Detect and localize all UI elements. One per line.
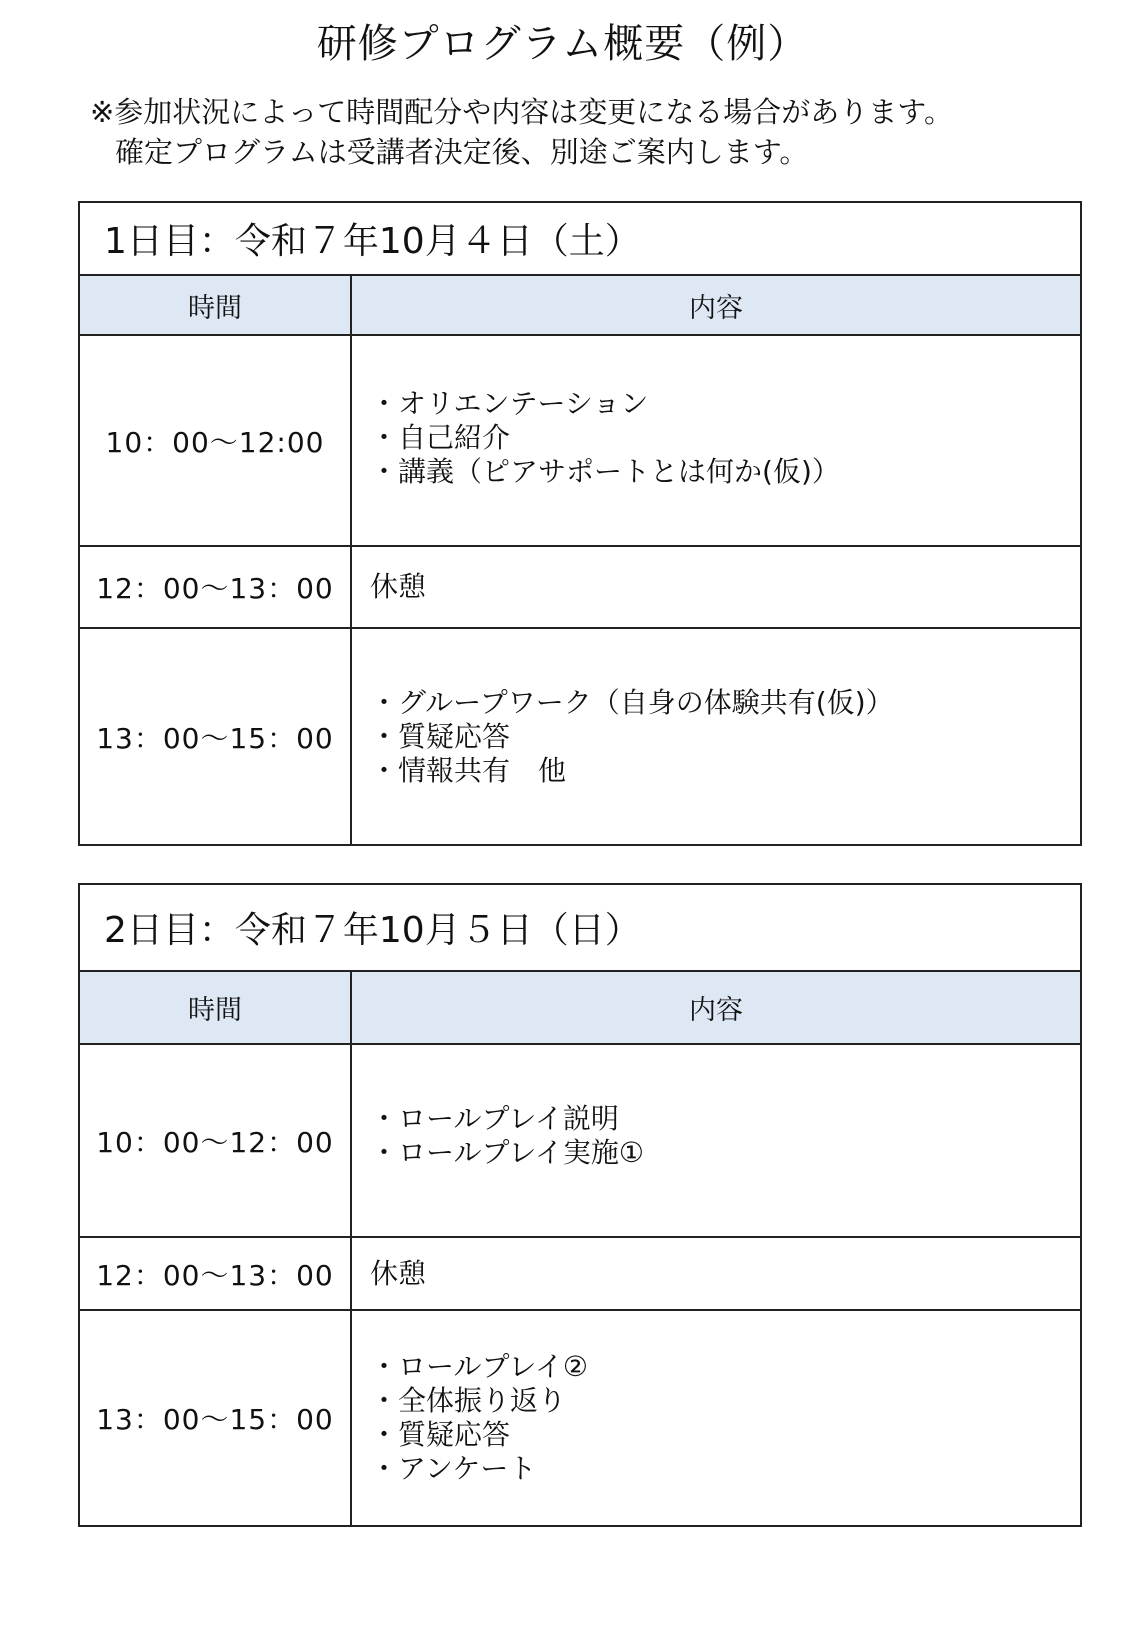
- list-item: ・ 講義（ピアサポートとは何か(仮)）: [370, 455, 1080, 489]
- day2-heading: 2日目：令和７年10月５日（日）: [79, 884, 1081, 971]
- list-item: ・ アンケート: [370, 1452, 1080, 1486]
- list-item: ・ 情報共有 他: [370, 754, 1080, 788]
- list-item: ・ 全体振り返り: [370, 1384, 1080, 1418]
- day2-col-content-header: 内容: [351, 971, 1081, 1044]
- content-cell: [351, 628, 1081, 845]
- day2-col-time-header: 時間: [79, 971, 351, 1044]
- table-row: [79, 546, 1081, 628]
- content-cell: [351, 1310, 1081, 1526]
- day2-schedule-table: [78, 883, 1082, 1527]
- list-item: ・ グループワーク（自身の体験共有(仮)）: [370, 686, 1080, 720]
- time-cell: 12：00～13：00: [79, 546, 351, 628]
- list-item: ・ ロールプレイ実施①: [370, 1136, 1080, 1170]
- content-cell: [351, 335, 1081, 546]
- time-cell: 13：00～15：00: [79, 1310, 351, 1526]
- note-line-1: ※参加状況によって時間配分や内容は変更になる場合があります。: [90, 95, 953, 129]
- list-item: ・ 質疑応答: [370, 720, 1080, 754]
- list-item: ・ オリエンテーション: [370, 387, 1080, 421]
- day1-col-time-header: 時間: [79, 275, 351, 335]
- day1-schedule-table: [78, 201, 1082, 846]
- table-row: [79, 1044, 1081, 1237]
- content-cell: 休憩: [351, 1237, 1081, 1310]
- page-title: 研修プログラム概要（例）: [316, 21, 809, 67]
- day1-col-content-header: 内容: [351, 275, 1081, 335]
- content-cell: 休憩: [351, 546, 1081, 628]
- time-cell: 12：00～13：00: [79, 1237, 351, 1310]
- note-line-2: 確定プログラムは受講者決定後、別途ご案内します。: [115, 135, 809, 169]
- table-row: [79, 335, 1081, 546]
- time-cell: 10：00～12:00: [79, 335, 351, 546]
- time-cell: 13：00～15：00: [79, 628, 351, 845]
- table-row: [79, 1310, 1081, 1526]
- table-row: [79, 628, 1081, 845]
- time-cell: 10：00～12：00: [79, 1044, 351, 1237]
- table-row: [79, 1237, 1081, 1310]
- day1-heading: 1日目：令和７年10月４日（土）: [79, 202, 1081, 275]
- list-item: ・ ロールプレイ説明: [370, 1102, 1080, 1136]
- list-item: ・ 自己紹介: [370, 421, 1080, 455]
- list-item: ・ ロールプレイ②: [370, 1350, 1080, 1384]
- list-item: ・ 質疑応答: [370, 1418, 1080, 1452]
- content-cell: [351, 1044, 1081, 1237]
